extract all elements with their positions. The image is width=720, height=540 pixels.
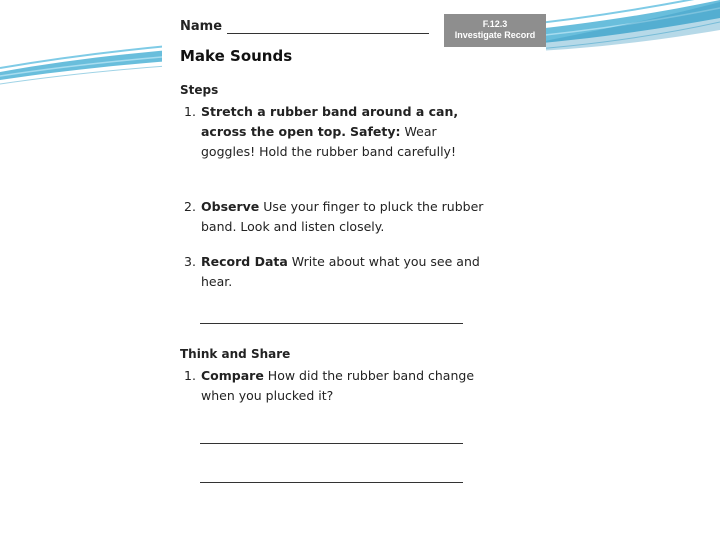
step-2 [184,197,484,234]
question-1 [184,366,484,403]
question-number: 1. [184,368,196,383]
answer-line[interactable] [200,482,463,483]
question-label: Compare [201,368,264,383]
think-heading: Think and Share [180,347,291,361]
worksheet-title: Make Sounds [180,47,293,65]
step-text: Stretch a rubber band around a can, across the open top. [201,104,459,139]
lesson-badge [444,14,546,47]
step-number: 1. [184,104,196,119]
badge-code: F.12.3 [482,19,508,29]
name-label: Name [180,19,223,34]
step-label: Observe [201,199,260,214]
worksheet-page [162,12,546,512]
step-3 [184,252,484,289]
step-label: Record Data [201,254,288,269]
step-text: Write about what you see and hear. [201,254,480,289]
answer-line[interactable] [200,323,463,324]
step-1 [184,102,484,159]
step-number: 3. [184,254,196,269]
step-number: 2. [184,199,196,214]
steps-heading: Steps [180,83,219,97]
answer-line[interactable] [200,443,463,444]
badge-subtitle: Investigate Record [454,30,536,40]
question-text: How did the rubber band change when you plucked it? [201,368,475,403]
safety-label: Safety: [350,124,401,139]
safety-text: Wear goggles! Hold the rubber band carefully! [201,124,456,159]
name-field[interactable] [227,33,429,34]
step-text: Use your finger to pluck the rubber band. Look and listen closely. [201,199,484,234]
